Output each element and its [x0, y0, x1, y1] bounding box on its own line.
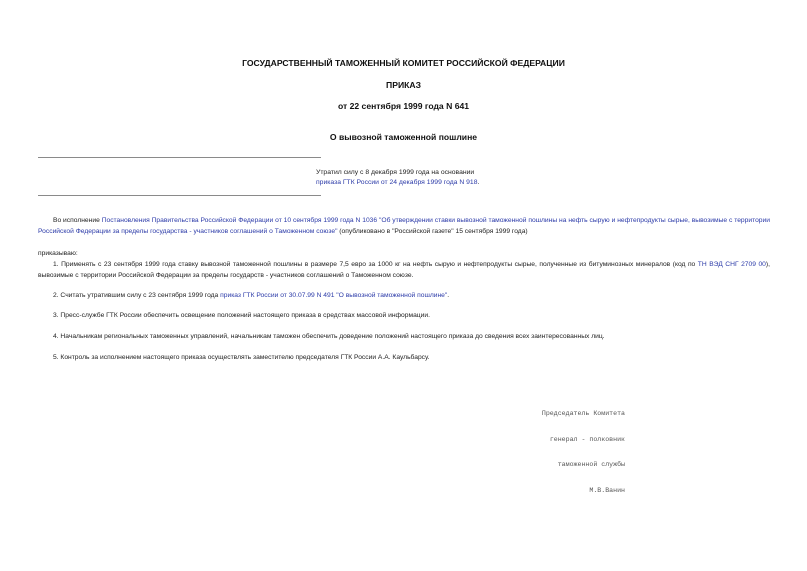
divider-bottom [38, 195, 321, 196]
status-note-tail: . [477, 179, 480, 186]
status-note [316, 168, 616, 188]
item-1-text-tail: ), вывозимые с территории Российской Федерации за пределы государств - участников соглашений о Таможенном союзе. [38, 261, 770, 279]
document-type: ПРИКАЗ [386, 80, 421, 90]
divider-top [38, 157, 321, 158]
issuing-authority: ГОСУДАРСТВЕННЫЙ ТАМОЖЕННЫЙ КОМИТЕТ РОССИЙСКОЙ ФЕДЕРАЦИИ [242, 58, 565, 68]
item-2-text-tail: . [447, 292, 450, 299]
status-note-link-line [316, 178, 616, 188]
order-word: приказываю: [38, 250, 78, 257]
preamble-paragraph [38, 216, 770, 237]
repealing-order-link[interactable]: приказа ГТК России от 24 декабря 1999 года N 918 [316, 179, 478, 186]
order-item-5: 5. Контроль за исполнением настоящего приказа осуществлять заместителю председателя ГТК России А.А. Каульбарсу. [53, 354, 430, 361]
order-item-1 [38, 260, 770, 281]
document-subject: О вывозной таможенной пошлине [329, 132, 478, 142]
item-1-text: 1. Применять с 23 сентября 1999 года ставку вывозной таможенной пошлины в размере 7,5 евро за 1000 кг на нефть сырую и нефтепродукты сырые, полученные из битуминозных минералов (код по [53, 261, 698, 268]
tn-ved-code-link[interactable]: ТН ВЭД СНГ 2709 00 [697, 261, 766, 268]
government-resolution-link[interactable]: Постановления Правительства Российской Федерации от 10 сентября 1999 года N 1036 "Об утверждении ставки вывозной таможенной пошлины на нефть сырую и нефтепродукты сырые, вывозимые с территории Российской Федерации за пределы государства - участников соглашений о Таможенном союзе" [38, 217, 770, 235]
preamble-lead: Во исполнение [53, 217, 102, 224]
order-item-3: 3. Пресс-службе ГТК России обеспечить освещение положений настоящего приказа в средствах массовой информации. [53, 312, 430, 319]
signature-block [450, 393, 625, 504]
signature-name: М.В.Ванин [589, 486, 625, 494]
signature-rank: генерал - полковник [549, 435, 625, 443]
item-2-text: 2. Считать утратившим силу с 23 сентября 1999 года [53, 292, 221, 299]
document-date-number: от 22 сентября 1999 года N 641 [337, 101, 470, 111]
order-item-2 [38, 291, 770, 302]
signature-service: таможенной службы [557, 461, 625, 468]
preamble-tail: (опубликовано в "Российской газете" 15 сентября 1999 года) [337, 227, 528, 235]
repealed-order-link[interactable]: приказ ГТК России от 30.07.99 N 491 "О вывозной таможенной пошлине" [220, 292, 448, 299]
order-item-4: 4. Начальникам региональных таможенных управлений, начальникам таможен обеспечить доведение положений настоящего приказа до сведения всех заинтересованных лиц. [53, 333, 605, 340]
status-note-text: Утратил силу с 8 декабря 1999 года на основании [316, 169, 475, 176]
signature-position: Председатель Комитета [541, 410, 625, 417]
